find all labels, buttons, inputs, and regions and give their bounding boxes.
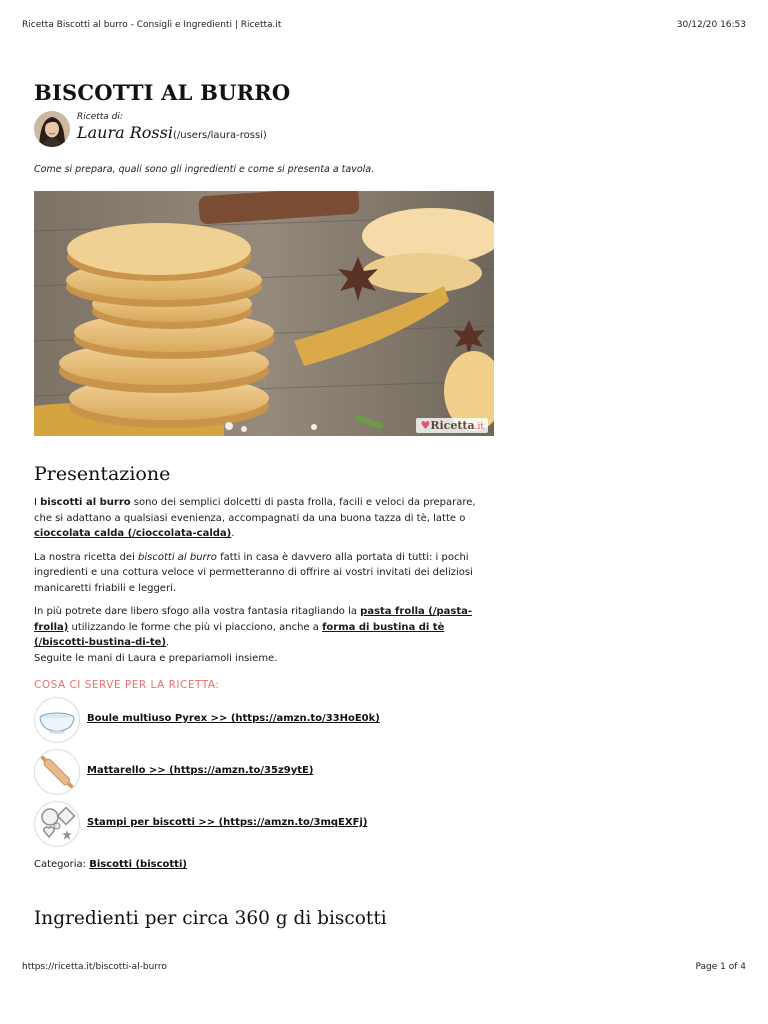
p1-text-3: .	[231, 528, 235, 539]
p1-bold: biscotti al burro	[40, 497, 131, 508]
p3-text-4: Seguite le mani di Laura e prepariamoli insieme.	[34, 652, 278, 664]
watermark-tld: .it	[474, 422, 484, 432]
author-photo-icon	[34, 111, 70, 147]
p3-text-2: utilizzando le forme che più vi piacciono, anche a	[68, 621, 323, 633]
print-footer	[22, 962, 746, 974]
presentazione-paragraph-3	[34, 604, 494, 666]
section-heading-presentazione: Presentazione	[34, 463, 171, 485]
tool-thumbnail[interactable]	[34, 749, 80, 795]
print-page-title: Ricetta Biscotti al burro - Consigli e Ingredienti | Ricetta.it	[22, 20, 282, 30]
author-block	[34, 110, 494, 148]
tool-link-cookie-cutters[interactable]: Stampi per biscotti >> (https://amzn.to/3mqEXFj)	[87, 817, 368, 828]
print-page-number: Page 1 of 4	[695, 962, 746, 972]
author-profile-link[interactable]: (/users/laura-rossi)	[172, 130, 267, 141]
print-header	[22, 20, 746, 32]
author-prefix: Ricetta di:	[77, 112, 123, 122]
bustina-di-te-link[interactable]: forma di bustina di tè (/biscotti-bustina-di-te)	[34, 621, 445, 648]
pasta-frolla-link[interactable]: pasta frolla (/pasta-frolla)	[34, 606, 473, 633]
cookie-cutter-icon	[35, 802, 79, 846]
presentazione-paragraph-1	[34, 495, 494, 542]
p2-text-2: fatti in casa è davvero alla portata di tutti: i pochi ingredienti e una cottura veloce vi permetteranno di offrire ai vostri invitati dei deliziosi manicaretti friabili e leggeri.	[34, 551, 473, 594]
tool-thumbnail[interactable]	[34, 801, 80, 847]
tool-item	[34, 697, 494, 743]
tool-item	[34, 749, 494, 795]
stacked-butter-cookies-icon	[34, 191, 494, 436]
p3-text-1: In più potrete dare libero sfogo alla vostra fantasia ritagliando la	[34, 606, 361, 617]
tool-thumbnail[interactable]	[34, 697, 80, 743]
p3-text-3: .	[166, 637, 170, 648]
p1-text-2: sono dei semplici dolcetti di pasta frolla, facili e veloci da preparare, che si adattano a qualsiasi evenienza, accompagnati da una buona tazza di tè, latte o	[34, 497, 476, 524]
category-line	[34, 859, 494, 870]
tool-link-bowl[interactable]: Boule multiuso Pyrex >> (https://amzn.to/33HoE0k)	[87, 713, 380, 724]
ricetta-watermark	[416, 418, 488, 433]
category-label: Categoria:	[34, 859, 90, 870]
author-name-line	[77, 123, 267, 142]
bowl-icon	[35, 698, 79, 742]
section-heading-ingredienti: Ingredienti per circa 360 g di biscotti	[34, 908, 387, 929]
author-name[interactable]: Laura Rossi	[77, 123, 173, 142]
print-url: https://ricetta.it/biscotti-al-burro	[22, 962, 167, 972]
watermark-brand: Ricetta	[430, 419, 475, 432]
print-datetime: 30/12/20 16:53	[676, 20, 746, 30]
tools-heading: COSA CI SERVE PER LA RICETTA:	[34, 679, 220, 691]
recipe-content	[34, 78, 494, 932]
p2-text-1: La nostra ricetta dei	[34, 551, 139, 563]
tool-item	[34, 801, 494, 847]
recipe-intro: Come si prepara, quali sono gli ingredienti e come si presenta a tavola.	[34, 164, 375, 175]
rolling-pin-icon	[35, 750, 79, 794]
author-avatar[interactable]	[34, 111, 70, 147]
p1-text-1: I	[34, 497, 41, 508]
category-link[interactable]: Biscotti (biscotti)	[89, 859, 187, 870]
hero-image	[34, 191, 494, 436]
tool-link-rolling-pin[interactable]: Mattarello >> (https://amzn.to/35z9ytE)	[87, 765, 314, 776]
heart-icon: ♥	[420, 419, 431, 432]
recipe-title: BISCOTTI AL BURRO	[34, 80, 291, 105]
cioccolata-calda-link[interactable]: cioccolata calda (/cioccolata-calda)	[34, 528, 232, 539]
p2-italic: biscotti al burro	[138, 551, 217, 563]
presentazione-paragraph-2	[34, 550, 494, 597]
